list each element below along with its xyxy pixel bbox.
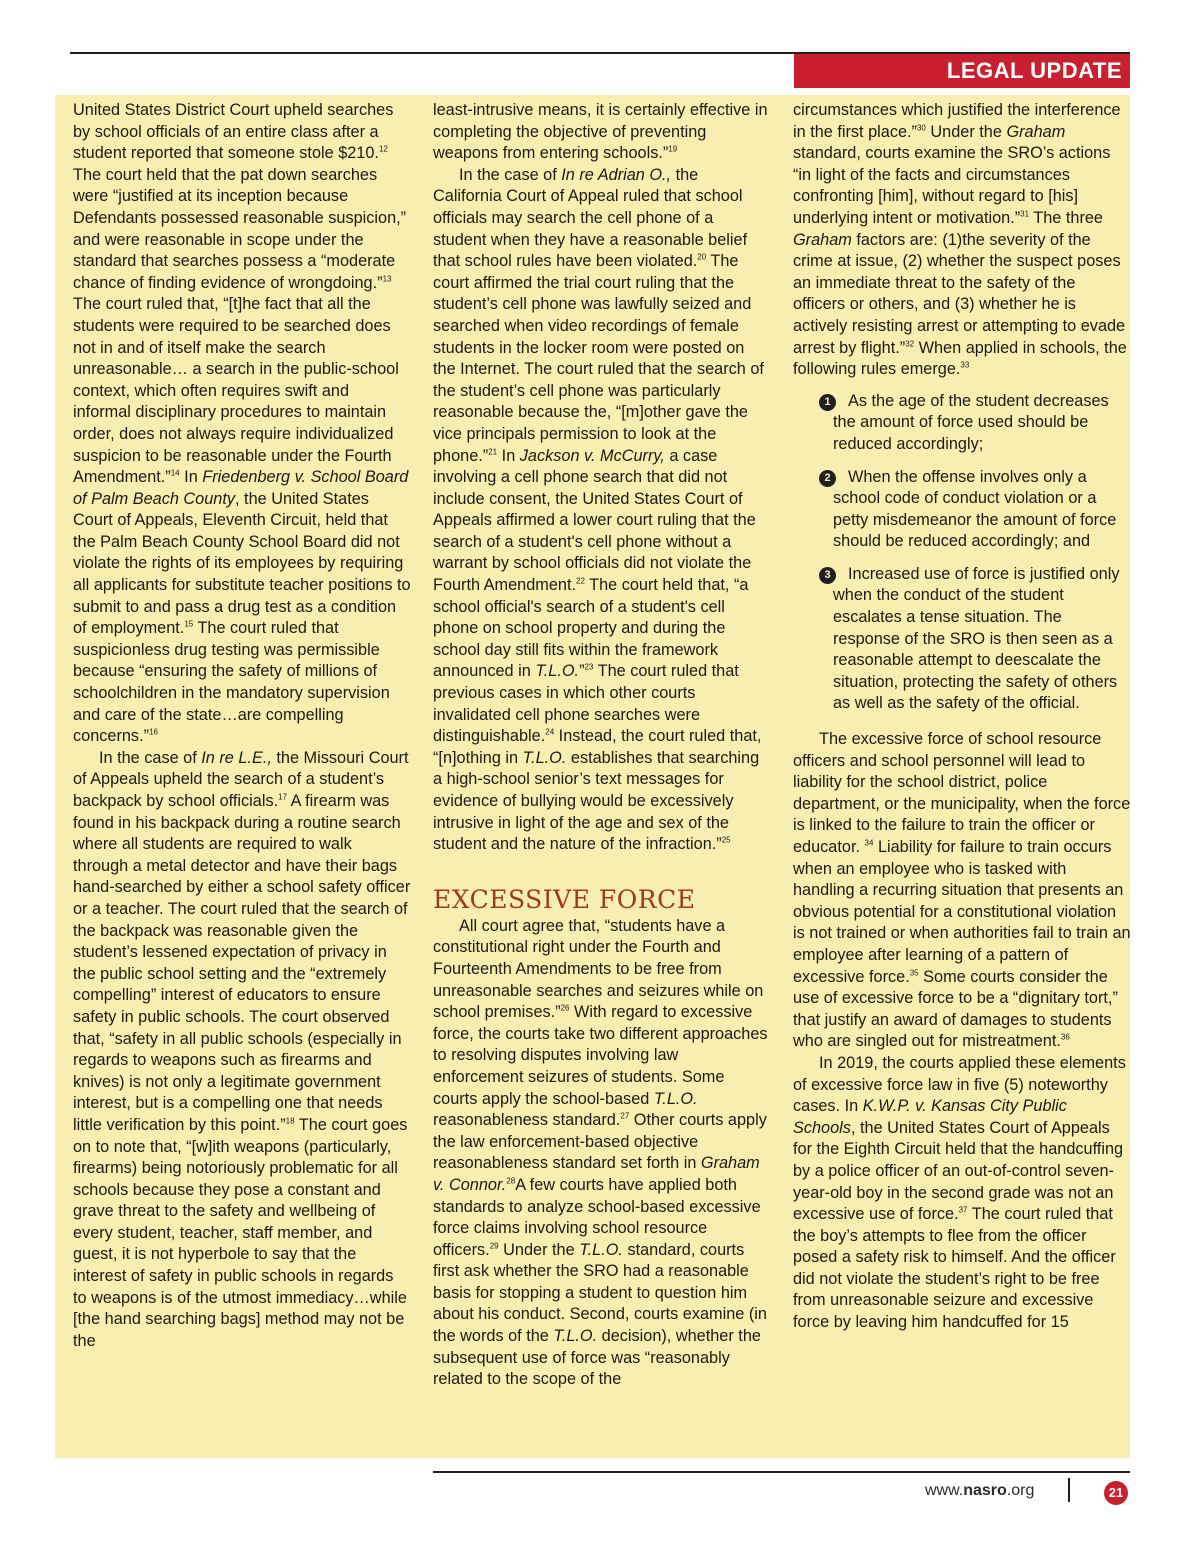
text-run: A firearm was found in his backpack during a routine search where all students are required to walk through a metal detector and have their bags hand-searched by either a school safety officer or a teacher. The court ruled that the search of the backpack was reasonable given the student’s lessened expectation of privacy in the public school setting and the “extremely compelling” interest of educators to ensure safety in public schools. The court observed that, “safety in all public schools (especially in regards to weapons such as firearms and knives) is not only a legitimate government interest, but is a compelling one that needs little verification by this point.” (73, 792, 411, 1134)
text-run: When the offense involves only a school code of conduct violation or a petty misdemeanor the amount of force should be reduced accordingly; and (833, 467, 1117, 551)
text-run: A few courts have applied both standards to analyze school-based excessive force claims involving school resource officers. (433, 1175, 761, 1259)
text-run: All court agree that, “students have a constitutional right under the Fourth and Fourteenth Amendments to be free from unreasonable searches and seizures while on school premises.” (433, 916, 764, 1022)
footnote-ref: 22 (576, 576, 585, 586)
text-run: The court ruled that previous cases in which other courts invalidated cell phone searches were distinguishable. (433, 662, 739, 746)
text-run: reasonableness standard. (433, 1111, 621, 1130)
case-name: In re Adrian O., (561, 165, 672, 184)
paragraph (433, 916, 771, 1391)
text-run: The court ruled that, “[t]he fact that all the students were required to be searched does not in and of itself make the search unreasonable… a search in the public-school context, which often requires swift and informal disciplinary procedures to maintain order, does not always require individualized suspicion to be reasonable under the Fourth Amendment.” (73, 295, 399, 487)
text-run: In the case of (99, 748, 202, 767)
number-badge-icon: 3 (819, 567, 836, 584)
footnote-ref: 32 (905, 339, 915, 349)
paragraph (73, 748, 411, 1353)
rules-list (793, 391, 1131, 715)
case-name: Graham v. Connor. (433, 1154, 760, 1194)
section-heading: EXCESSIVE FORCE (433, 884, 696, 914)
text-run: The court affirmed the trial court ruling that the student’s cell phone was lawfully seized and searched when video recordings of female students in the locker room were posted on the Internet. The court ruled that the search of the student’s cell phone was particularly reasonable because the, “[m]other gave the vice principals permission to look at the phone.” (433, 252, 764, 465)
case-name: T.L.O. (653, 1089, 698, 1108)
text-run: standard, courts first ask whether the SRO had a reasonable basis for stopping a student to question him about his conduct. Second, courts examine (in the words of the (433, 1240, 767, 1346)
text-run: standard, courts examine the SRO’s actions “in light of the facts and circumstances confronting [him], without regard to [his] underlying intent or motivation.” (793, 144, 1111, 227)
text-run: the California Court of Appeal ruled that school officials may search the cell phone of a student when they have a reasonable belief that school rules have been violated. (433, 165, 748, 271)
text-run: Other courts apply the law enforcement-based objective reasonableness standard set forth in (433, 1111, 767, 1173)
text-run: Some courts consider the use of excessive force to be a “dignitary tort,” that justify an award of damages to students who are singled out for mistreatment. (793, 967, 1118, 1051)
paragraph (73, 100, 411, 748)
text-run: United States District Court upheld searches by school officials of an entire class after a student reported that someone stole $210. (73, 101, 394, 163)
list-item (793, 391, 1131, 456)
footnote-ref: 21 (488, 447, 498, 457)
footnote-ref: 36 (1060, 1032, 1070, 1042)
footnote-ref: 23 (584, 663, 594, 673)
text-run: The three (1029, 208, 1103, 227)
case-name: Jackson v. McCurry, (519, 446, 665, 465)
footnote-ref: 33 (960, 360, 970, 370)
text-run: Under the (925, 122, 1007, 141)
case-name: T.L.O. (535, 662, 580, 681)
text-run: The court goes on to note that, “[w]ith weapons (particularly, firearms) being notoriously problematic for all schools because they pose a constant and grave threat to the safety and wellbeing of every student, teacher, staff member, and guest, it is not hyperbole to say that the interest of safety in public schools in regards to weapons is of the utmost immediacy…while [the hand searching bags] method may not be the (73, 1115, 408, 1350)
paragraph (793, 100, 1131, 381)
case-name: T.L.O. (553, 1327, 598, 1346)
footnote-ref: 26 (560, 1003, 570, 1013)
footnote-ref: 28 (506, 1176, 516, 1186)
paragraph (793, 1053, 1131, 1334)
paragraph (433, 100, 771, 165)
list-item (793, 467, 1131, 553)
footnote-ref: 13 (382, 274, 392, 284)
column-2 (433, 100, 771, 1391)
page-number: 21 (1104, 1481, 1128, 1505)
column-3 (793, 100, 1131, 1334)
text-run: The court held that, “a school official's search of a student's cell phone on school property and during the school day still fits within the framework announced in (433, 576, 749, 681)
footer-divider (1068, 1478, 1070, 1502)
text-run: The court held that the pat down searches were “justified at its inception because Defendants possessed reasonable suspicion,” and were reasonable in scope under the standard that searches possess a “moderate chance of finding evidence of wrongdoing.” (73, 165, 407, 292)
case-name: T.L.O. (579, 1240, 623, 1259)
text-run: circumstances which justified the interference in the first place.” (793, 101, 1121, 141)
case-name: Graham (793, 230, 852, 249)
footnote-ref: 14 (170, 468, 180, 478)
bottom-rule (433, 1471, 1130, 1473)
text-run: In 2019, the courts applied these elements of excessive force law in five (5) noteworthy cases. In (793, 1053, 1126, 1116)
footnote-ref: 29 (489, 1241, 499, 1251)
text-run: least-intrusive means, it is certainly effective in completing the objective of preventing weapons from entering schools.” (433, 101, 768, 163)
section-banner (794, 54, 1130, 88)
footnote-ref: 16 (149, 727, 158, 737)
text-run: Instead, the court ruled that, “[n]othing in (433, 727, 762, 767)
footnote-ref: 20 (697, 252, 707, 262)
text-run: When applied in schools, the following rules emerge. (793, 338, 1127, 379)
footer-url[interactable]: www.nasro.org (925, 1482, 1035, 1499)
case-name: T.L.O. (522, 748, 567, 767)
paragraph (793, 729, 1131, 1053)
case-name: Graham (1006, 122, 1066, 141)
text-run: Increased use of force is justified only when the conduct of the student escalates a tense situation. The response of the SRO is then seen as a reasonable attempt to deescalate the situation, protecting the safety of others as well as the safety of the official. (833, 564, 1120, 713)
footnote-ref: 17 (278, 792, 288, 802)
case-name: K.W.P. v. Kansas City Public Schools (793, 1097, 1067, 1137)
text-run: the Missouri Court of Appeals upheld the search of a student’s backpack by school officials. (73, 748, 409, 810)
footnote-ref: 19 (668, 144, 678, 154)
text-run: In the case of (459, 165, 562, 184)
text-run: decision), whether the subsequent use of force was “reasonably related to the scope of the (433, 1327, 761, 1389)
footnote-ref: 37 (958, 1205, 968, 1215)
case-name: In re L.E., (201, 748, 272, 767)
text-run: The court ruled that the boy’s attempts to flee from the officer posed a safety risk to himself. And the officer did not violate the student’s right to be free from unreasonable seizure and excessive force by leaving him handcuffed for 15 (793, 1205, 1116, 1332)
text-run: As the age of the student decreases the amount of force used should be reduced accordingly; (833, 391, 1109, 453)
list-item (793, 564, 1131, 715)
footnote-ref: 25 (721, 835, 731, 845)
footnote-ref: 34 (864, 838, 874, 848)
footnote-ref: 30 (916, 123, 926, 133)
column-1 (73, 100, 411, 1352)
text-run: With regard to excessive force, the courts take two different approaches to resolving disputes involving law enforcement seizures of students. Some courts apply the school-based (433, 1003, 768, 1108)
number-badge-icon: 1 (819, 394, 836, 411)
number-badge-icon: 2 (819, 470, 836, 487)
text-run: In (497, 446, 520, 465)
text-run: factors are: (1)the severity of the crime at issue, (2) whether the suspect poses an immediate threat to the safety of the officers or others, and (3) whether he is actively resisting arrest or attempting to evade arrest by flight.” (793, 230, 1126, 357)
footnote-ref: 35 (909, 968, 919, 978)
text-run: , the United States Court of Appeals for the Eighth Circuit held that the handcuffing by a police officer of an out-of-control seven-year-old boy in the second grade was not an excessive use of force. (793, 1118, 1124, 1224)
text-run: The excessive force of school resource officers and school personnel will lead to liability for the school district, police department, or the municipality, when the force is linked to the failure to train the officer or educator. (793, 730, 1131, 856)
text-run: , the United States Court of Appeals, Eleventh Circuit, held that the Palm Beach County School Board did not violate the rights of its employees by requiring all applicants for substitute teacher positions to submit to and pass a drug test as a condition of employment. (73, 489, 411, 638)
paragraph (433, 165, 771, 856)
text-run: Under the (498, 1240, 580, 1259)
footnote-ref: 15 (184, 619, 194, 629)
text-run: a case involving a cell phone search that did not include consent, the United States Court of Appeals affirmed a lower court ruling that the search of a student's cell phone without a warrant by school officials did not violate the Fourth Amendment. (433, 446, 756, 595)
text-run: Liability for failure to train occurs when an employee who is tasked with handling a recurring situation that presents an obvious potential for a constitutional violation is not trained or when authorities fail to train an employee after learning of a pattern of excessive force. (793, 838, 1131, 986)
footnote-ref: 24 (545, 727, 555, 737)
text-run: ” (579, 662, 585, 681)
footnote-ref: 27 (620, 1111, 630, 1121)
footnote-ref: 12 (378, 144, 388, 154)
case-name: Friedenberg v. School Board of Palm Beach County (73, 468, 409, 508)
section-label: LEGAL UPDATE (946, 58, 1122, 83)
text-run: establishes that searching a high-school senior’s text messages for evidence of bullying would be excessively intrusive in light of the age and sex of the student and the nature of the infraction.” (433, 748, 760, 854)
text-run: In (179, 468, 203, 487)
footnote-ref: 18 (285, 1116, 295, 1126)
text-run: The court ruled that suspicionless drug testing was permissible because “ensuring the safety of millions of schoolchildren in the mandatory supervision and care of the state…are compelling concerns.” (73, 619, 390, 746)
footnote-ref: 31 (1020, 209, 1030, 219)
